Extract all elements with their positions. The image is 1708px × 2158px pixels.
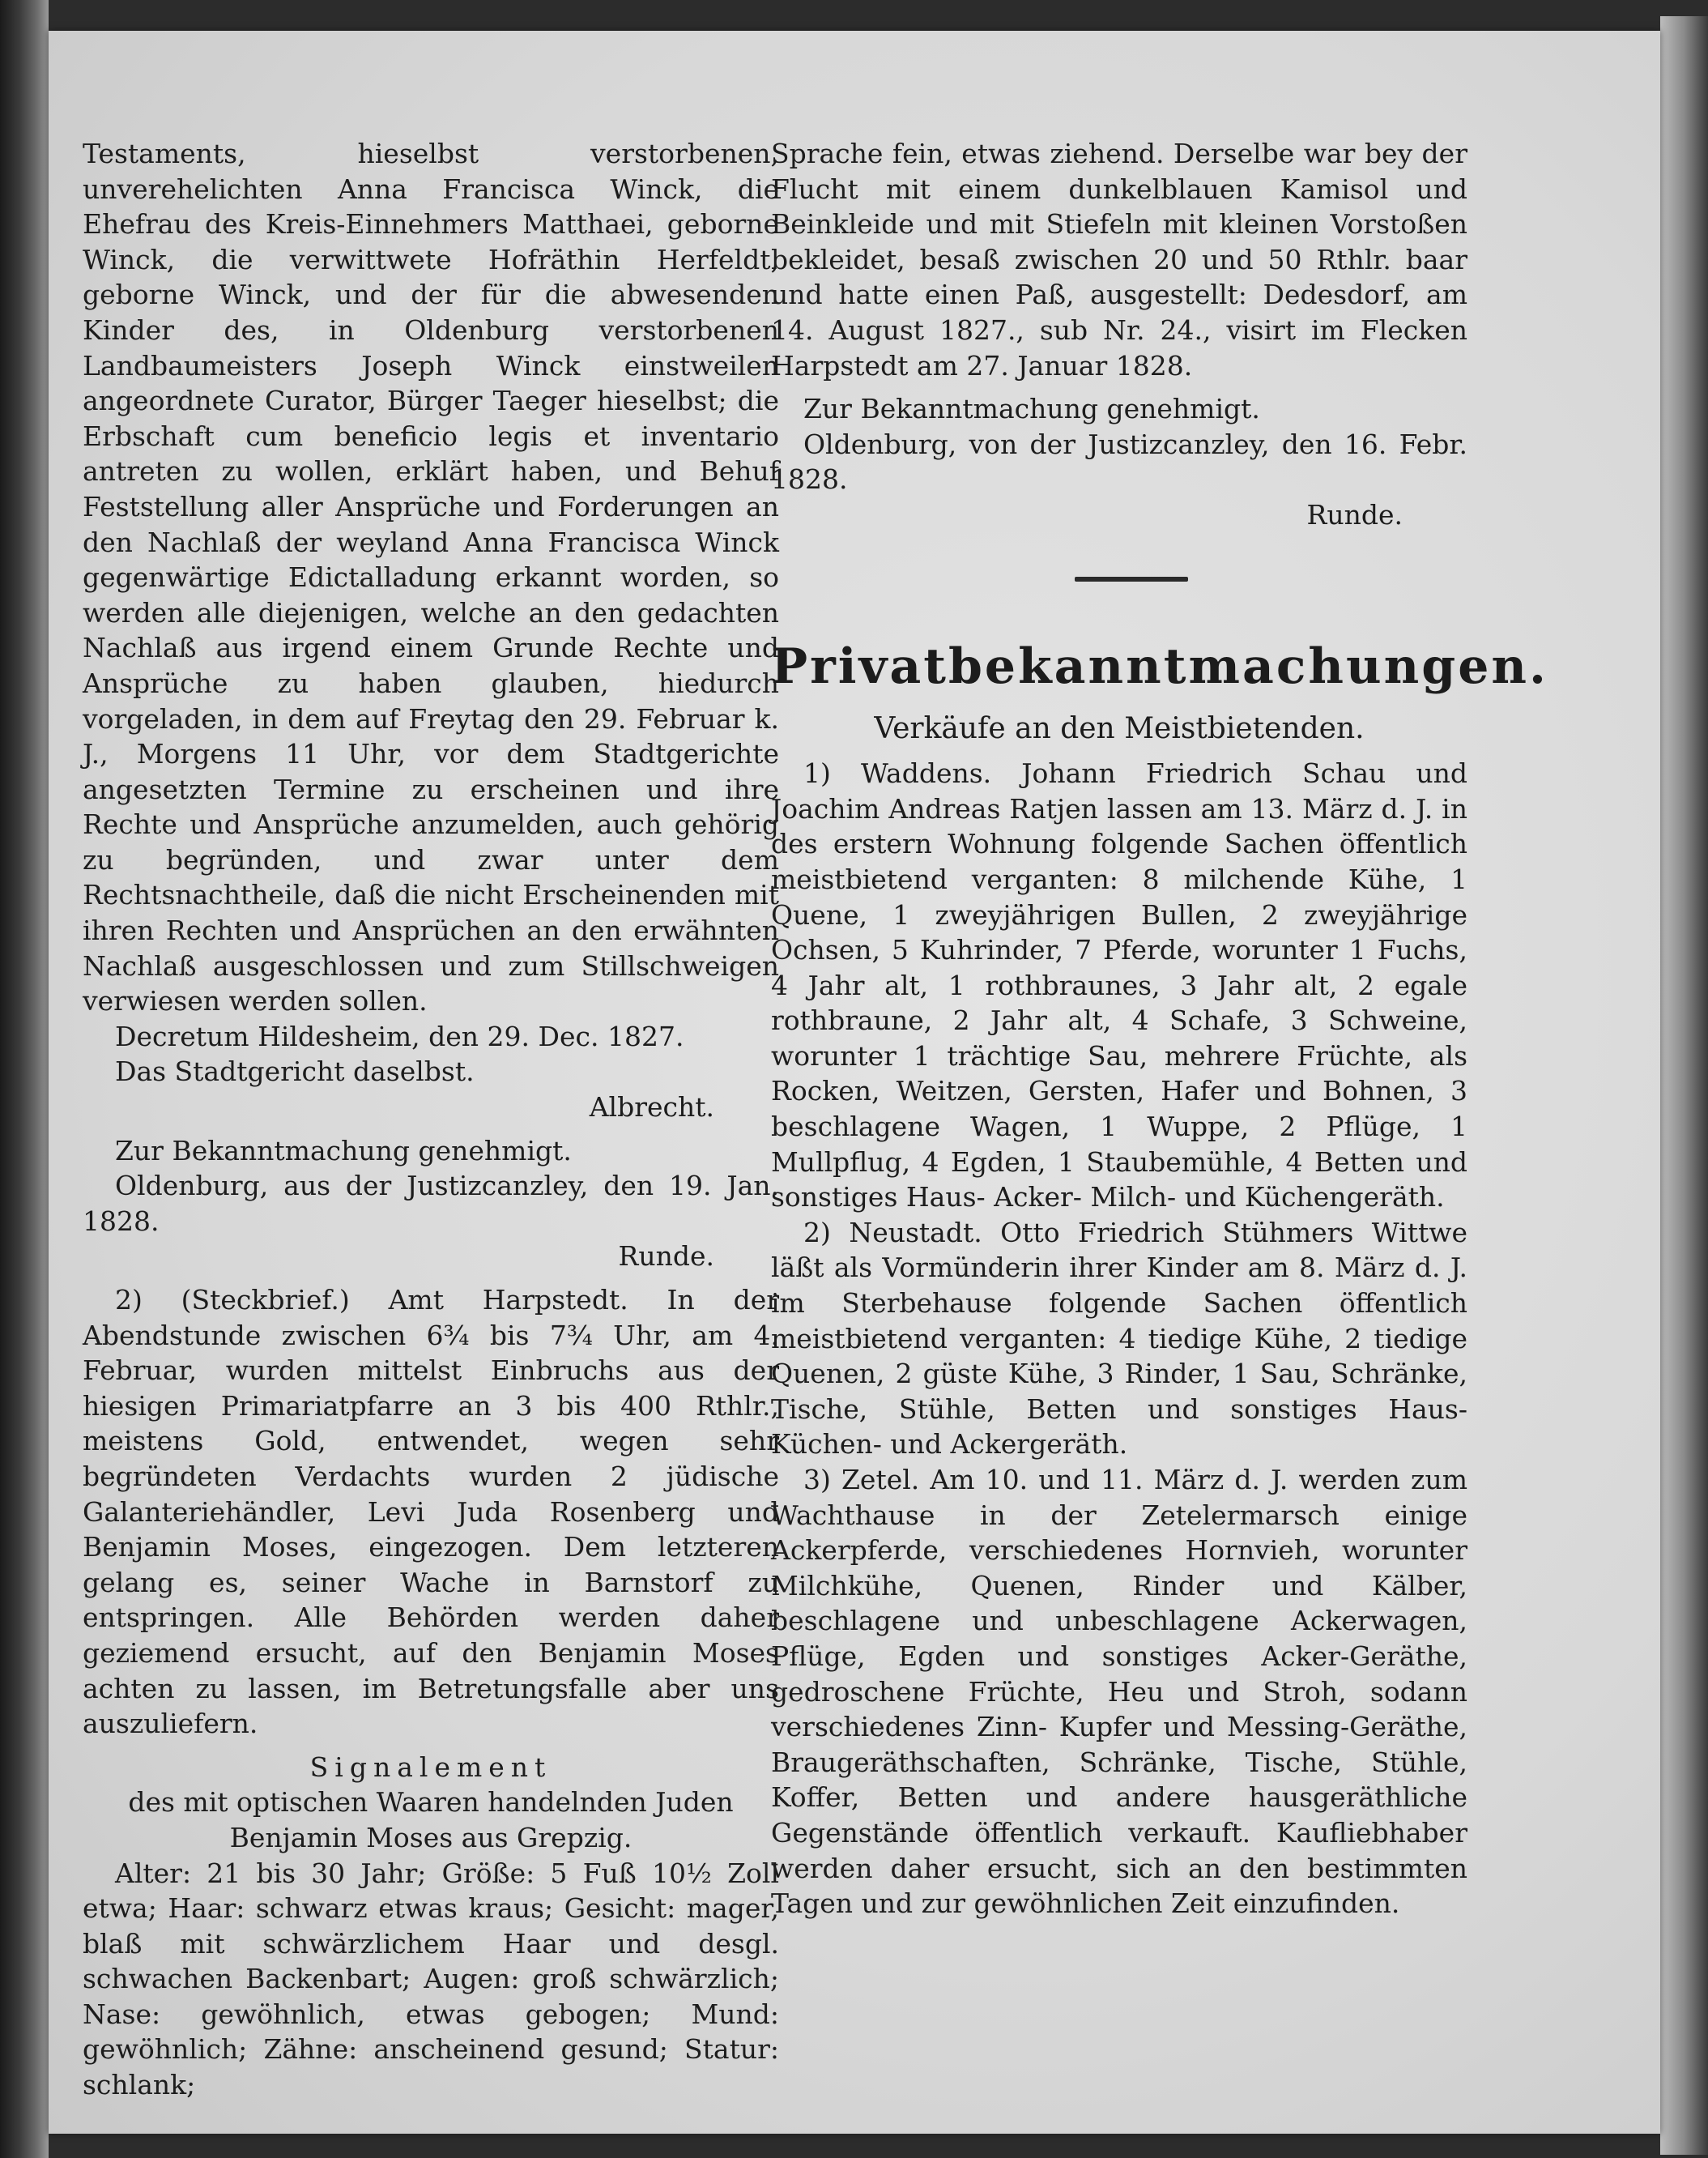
section-divider [771, 533, 1467, 622]
left-column [83, 136, 779, 2103]
signalement-heading: Signalement [309, 1751, 552, 1783]
signature-runde: Runde. [618, 1240, 714, 1273]
book-spine [0, 0, 49, 2158]
sale-item-2: 2) Neustadt. Otto Friedrich Stühmers Wittwe läßt als Vormünderin ihrer Kinder am 8. März d. J. im Sterbehause folgende Sachen öffentlich meistbietend verganten: 4 tiedige Kühe, 2 tiedige Quenen, 2 güste Kühe, 3 Rinder, 1 Sau, Schränke, Tische, Stühle, Betten und sonstiges Haus- Küchen- und Ackergeräth. [771, 1216, 1467, 1461]
right-column [771, 136, 1548, 1921]
page-edge-shadow [1660, 16, 1708, 2155]
approval-note: Zur Bekanntmachung genehmigt. [115, 1134, 572, 1166]
court-name: Das Stadtgericht daselbst. [115, 1056, 475, 1088]
approval-note-2: Zur Bekanntmachung genehmigt. [803, 393, 1260, 425]
section-title: Privatbekanntmachungen. [771, 638, 1548, 695]
approval-place-date: Oldenburg, aus der Justizcanzley, den 19. Jan. 1828. [83, 1170, 779, 1237]
signalement-subheading: des mit optischen Waaren handelnden Juden Benjamin Moses aus Grepzig. [128, 1786, 734, 1853]
document-page [49, 31, 1660, 2134]
sale-item-3: 3) Zetel. Am 10. und 11. März d. J. werden zum Wachthause in der Zetelermarsch einige Ackerpferde, verschiedenes Hornvieh, worunter Milchkühe, Quenen, Rinder und Kälber, beschlagene und unbeschlagene Ackerwagen, Pflüge, Egden und sonstiges Acker-Geräthe, gedroschene Früchte, Heu und Stroh, sodann verschiedenes Zinn- Kupfer und Messing-Geräthe, Braugeräthschaften, Schränke, Tische, Stühle, Koffer, Betten und andere hausgeräthliche Gegenstände öffentlich verkauft. Kaufliebhaber werden daher ersucht, sich an den bestimmten Tagen und zur gewöhnlichen Zeit einzufinden. [771, 1464, 1467, 1920]
warrant-paragraph: 2) (Steckbrief.) Amt Harpstedt. In der Abendstunde zwischen 6¾ bis 7¾ Uhr, am 4. Februar, wurden mittelst Einbruchs aus der hiesigen Primariatpfarre an 3 bis 400 Rthlr., meistens Gold, entwendet, wegen sehr begründeten Verdachts wurden 2 jüdische Galanteriehändler, Levi Juda Rosenberg und Benjamin Moses, eingezogen. Dem letzteren gelang es, seiner Wache in Barnstorf zu entspringen. Alle Behörden werden daher geziemend ersucht, auf den Benjamin Moses achten zu lassen, im Betretungsfalle aber uns auszuliefern. [83, 1284, 779, 1740]
divider-rule [1075, 577, 1188, 582]
signalement-continuation: Sprache fein, etwas ziehend. Derselbe war bey der Flucht mit einem dunkelblauen Kamisol und Beinkleide und mit Stiefeln mit kleinen Vorstoßen bekleidet, besaß zwischen 20 und 50 Rthlr. baar und hatte einen Paß, ausgestellt: Dedesdorf, am 14. August 1827., sub Nr. 24., visirt im Flecken Harpstedt am 27. Januar 1828. [771, 138, 1467, 382]
signature-albrecht: Albrecht. [589, 1091, 714, 1124]
decree-date: Decretum Hildesheim, den 29. Dec. 1827. [115, 1020, 684, 1052]
edictal-summons-paragraph: Testaments, hieselbst verstorbenen, unverehelichten Anna Francisca Winck, die Ehefrau des Kreis-Einnehmers Matthaei, geborne Winck, die verwittwete Hofräthin Herfeldt, geborne Winck, und der für die abwesenden Kinder des, in Oldenburg verstorbenen Landbaumeisters Joseph Winck einstweilen angeordnete Curator, Bürger Taeger hieselbst; die Erbschaft cum beneficio legis et inventario antreten zu wollen, erklärt haben, und Behuf Feststellung aller Ansprüche und Forderungen an den Nachlaß der weyland Anna Francisca Winck gegenwärtige Edictalladung erkannt worden, so werden alle diejenigen, welche an den gedachten Nachlaß aus irgend einem Grunde Rechte und Ansprüche zu haben glauben, hiedurch vorgeladen, in dem auf Freytag den 29. Februar k. J., Morgens 11 Uhr, vor dem Stadtgerichte angesetzten Termine zu erscheinen und ihre Rechte und Ansprüche anzumelden, auch gehörig zu begründen, und zwar unter dem Rechtsnachtheile, daß die nicht Erscheinenden mit ihren Rechten und Ansprüchen an den erwähnten Nachlaß ausgeschlossen und zum Stillschweigen verwiesen werden sollen. [83, 138, 779, 1017]
approval-place-date-2: Oldenburg, von der Justizcanzley, den 16. Febr. 1828. [771, 428, 1467, 496]
sale-item-1: 1) Waddens. Johann Friedrich Schau und Joachim Andreas Ratjen lassen am 13. März d. J. in des erstern Wohnung folgende Sachen öffentlich meistbietend verganten: 8 milchende Kühe, 1 Quene, 1 zweyjährigen Bullen, 2 zweyjährige Ochsen, 5 Kuhrinder, 7 Pferde, worunter 1 Fuchs, 4 Jahr alt, 1 rothbraunes, 3 Jahr alt, 2 egale rothbraune, 2 Jahr alt, 4 Schafe, 3 Schweine, worunter 1 trächtige Sau, mehrere Früchte, als Rocken, Weitzen, Gersten, Hafer und Bohnen, 3 beschlagene Wagen, 1 Wuppe, 2 Pflüge, 1 Mullpflug, 4 Egden, 1 Staubemühle, 4 Betten und sonstiges Haus- Acker- Milch- und Küchengeräth. [771, 757, 1467, 1213]
signature-runde-2: Runde. [1306, 498, 1403, 531]
signalement-description: Alter: 21 bis 30 Jahr; Größe: 5 Fuß 10½ Zoll etwa; Haar: schwarz etwas kraus; Gesicht: mager, blaß mit schwärzlichem Haar und desgl. schwachen Backenbart; Augen: groß schwärzlich; Nase: gewöhnlich, etwas gebogen; Mund: gewöhnlich; Zähne: anscheinend gesund; Statur: schlank; [83, 1857, 779, 2101]
section-subtitle: Verkäufe an den Meistbietenden. [874, 711, 1365, 745]
